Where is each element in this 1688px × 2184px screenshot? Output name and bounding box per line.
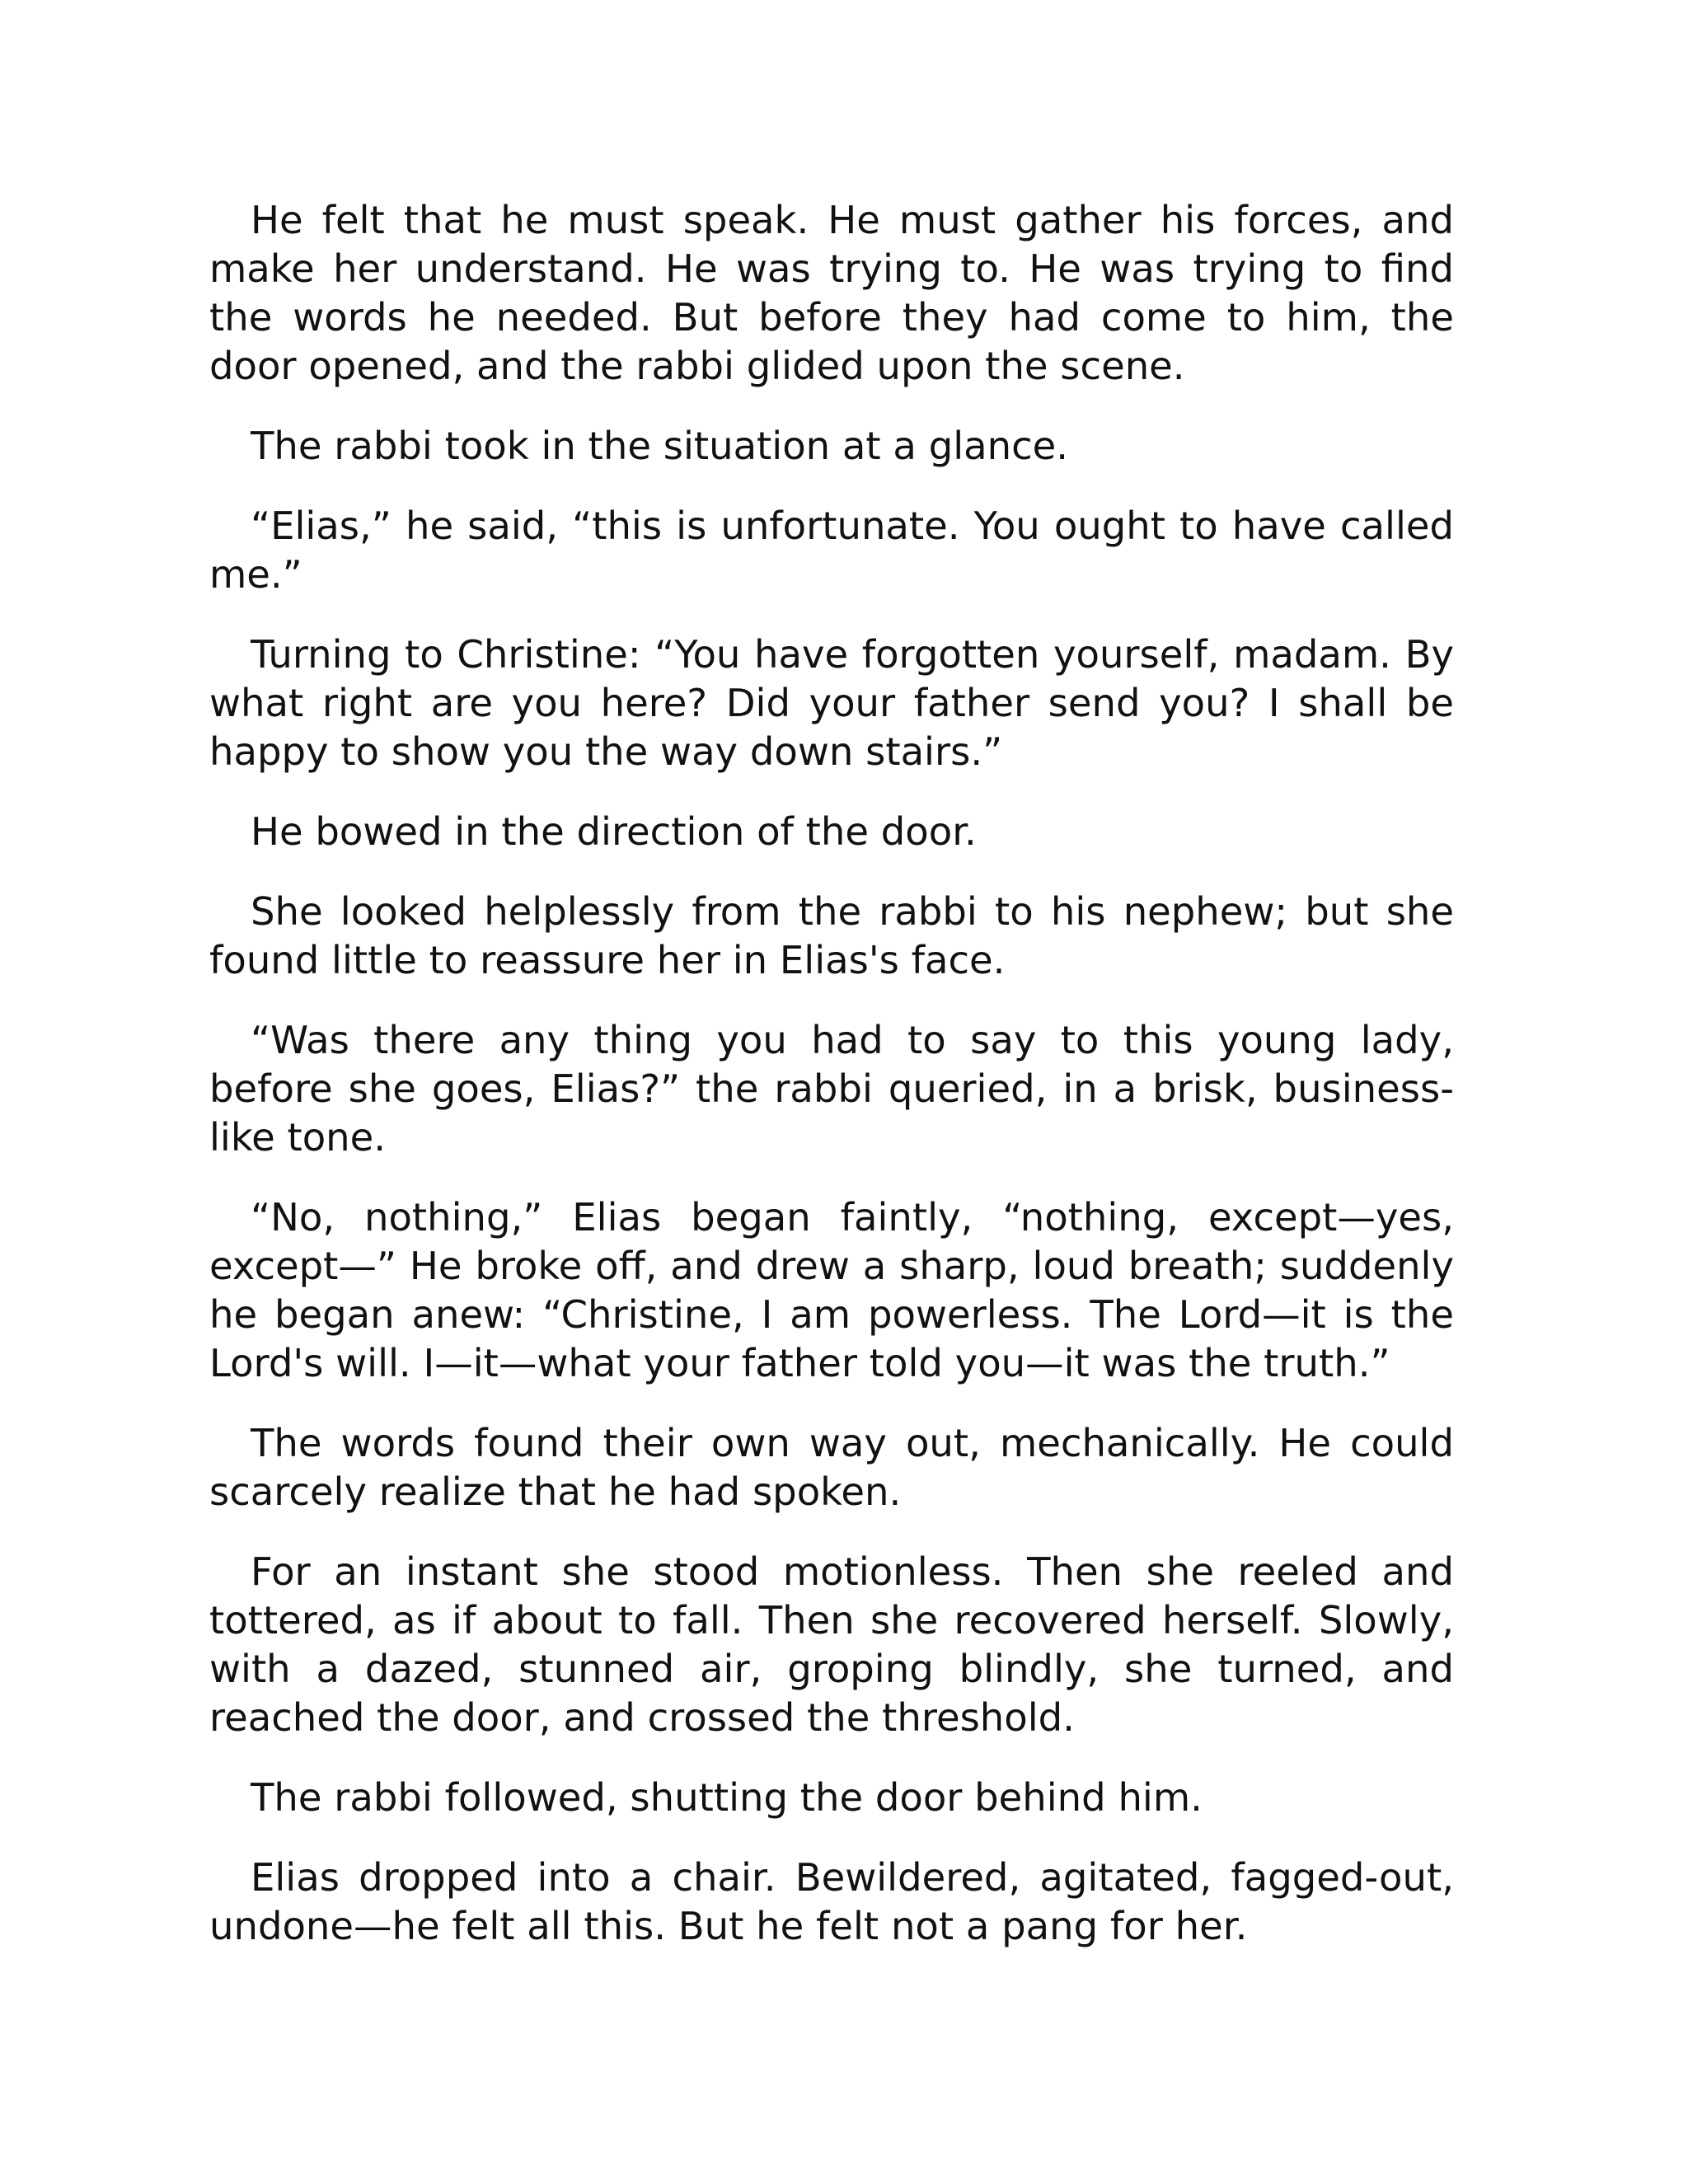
paragraph-3: “Elias,” he said, “this is unfortunate. You ought to have called me.” <box>209 504 1454 597</box>
paragraph-10: For an instant she stood motionless. Then she reeled and tottered, as if about to fall. Then she recovered herself. Slowly, with a dazed, stunned air, groping blindly, she turned, and reached the door, and crossed the threshold. <box>209 1549 1454 1740</box>
paragraph-6: She looked helplessly from the rabbi to his nephew; but she found little to reassure her in Elias's face. <box>209 889 1454 982</box>
paragraph-5: He bowed in the direction of the door. <box>251 809 977 854</box>
paragraph-7: “Was there any thing you had to say to this young lady, before she goes, Elias?” the rabbi queried, in a brisk, business-like tone. <box>209 1018 1454 1160</box>
paragraph-9: The words found their own way out, mechanically. He could scarcely realize that he had spoken. <box>209 1421 1454 1514</box>
paragraph-1: He felt that he must speak. He must gather his forces, and make her understand. He was trying to. He was trying to find the words he needed. But before they had come to him, the door opened, and the rabbi glided upon the scene. <box>209 198 1454 388</box>
paragraph-11: The rabbi followed, shutting the door behind him. <box>251 1775 1203 1820</box>
paragraph-4: Turning to Christine: “You have forgotten yourself, madam. By what right are you here? Did your father send you? I shall be happy to show you the way down stairs.” <box>209 632 1454 774</box>
paragraph-12: Elias dropped into a chair. Bewildered, agitated, fagged-out, undone—he felt all this. But he felt not a pang for her. <box>209 1855 1454 1948</box>
paragraph-8: “No, nothing,” Elias began faintly, “nothing, except—yes, except—” He broke off, and drew a sharp, loud breath; suddenly he began anew: “Christine, I am powerless. The Lord—it is the Lord's will. I—it—what your father told you—it was the truth.” <box>209 1195 1454 1385</box>
paragraph-2: The rabbi took in the situation at a glance. <box>251 424 1069 468</box>
page-body <box>209 196 1454 1982</box>
